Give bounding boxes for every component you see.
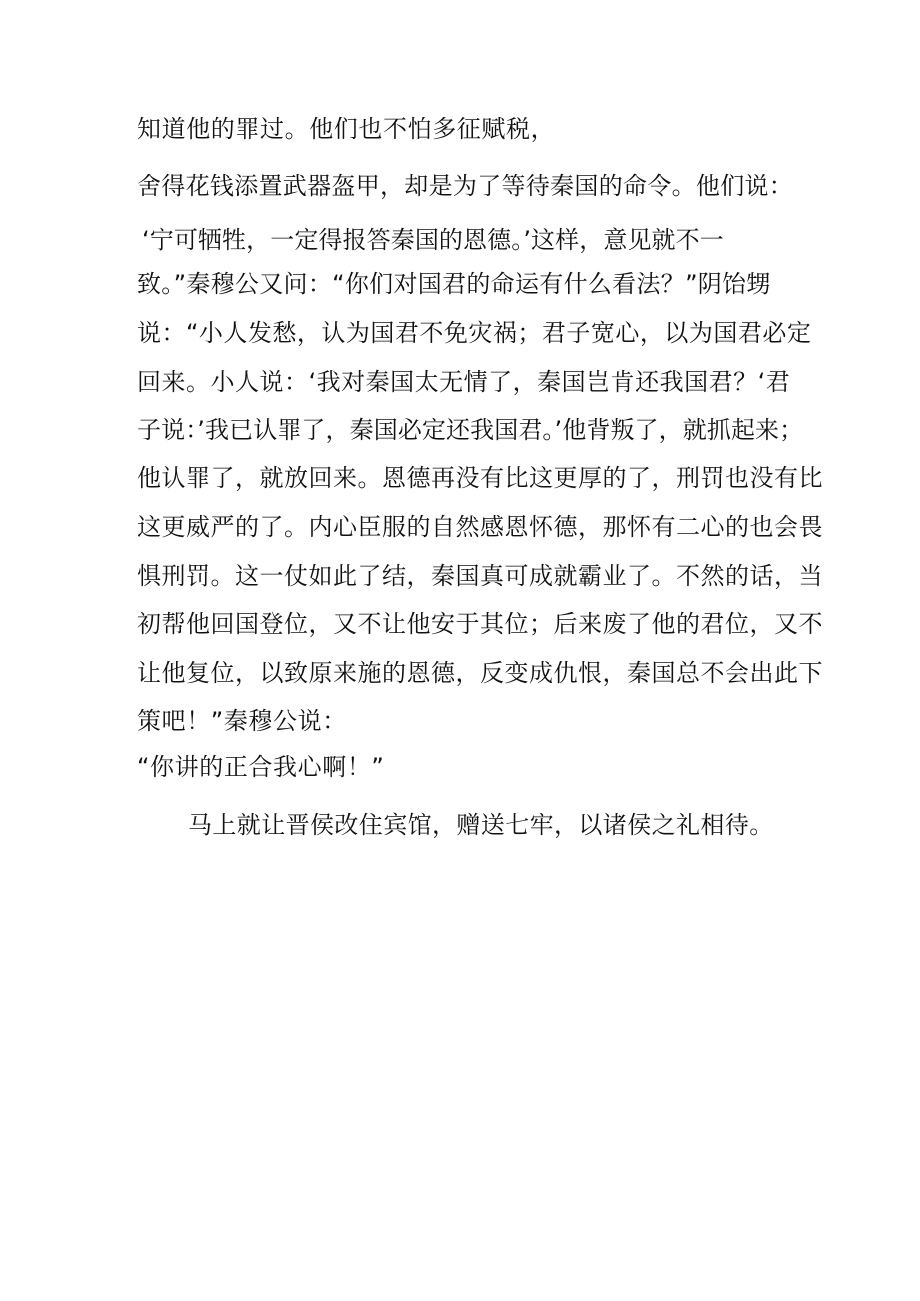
text-line: 说：“小人发愁，认为国君不免灾祸；君子宽心，以为国君必定 [137, 319, 812, 347]
text-line: 马上就让晋侯改住宾馆，赠送七牢，以诸侯之礼相待。 [188, 811, 774, 839]
text-line: ‘宁可牺牲，一定得报答秦国的恩德。’这样，意见就不一 [142, 226, 724, 254]
text-line: 舍得花钱添置武器盔甲，却是为了等待秦国的命令。他们说： [137, 172, 794, 200]
text-line: 惧刑罚。这一仗如此了结，秦国真可成就霸业了。不然的话，当 [137, 562, 823, 590]
text-line: 策吧！”秦穆公说： [137, 707, 347, 735]
text-line: “你讲的正合我心啊！” [137, 753, 385, 781]
text-line: 初帮他回国登位，又不让他安于其位；后来废了他的君位，又不 [137, 610, 823, 638]
text-line: 知道他的罪过。他们也不怕多征赋税， [137, 115, 556, 143]
text-line: 致。”秦穆公又问：“你们对国君的命运有什么看法？”阴饴甥 [137, 270, 771, 298]
text-line: 这更威严的了。内心臣服的自然感恩怀德，那怀有二心的也会畏 [137, 513, 823, 541]
text-line: 让他复位，以致原来施的恩德，反变成仇恨，秦国总不会出此下 [137, 659, 823, 687]
text-line: 回来。小人说：‘我对秦国太无情了，秦国岂肯还我国君？‘君 [137, 368, 791, 396]
text-line: 他认罪了，就放回来。恩德再没有比这更厚的了，刑罚也没有比 [137, 464, 823, 492]
text-line: 子说：’我已认罪了，秦国必定还我国君。’他背叛了，就抓起来； [137, 416, 804, 444]
